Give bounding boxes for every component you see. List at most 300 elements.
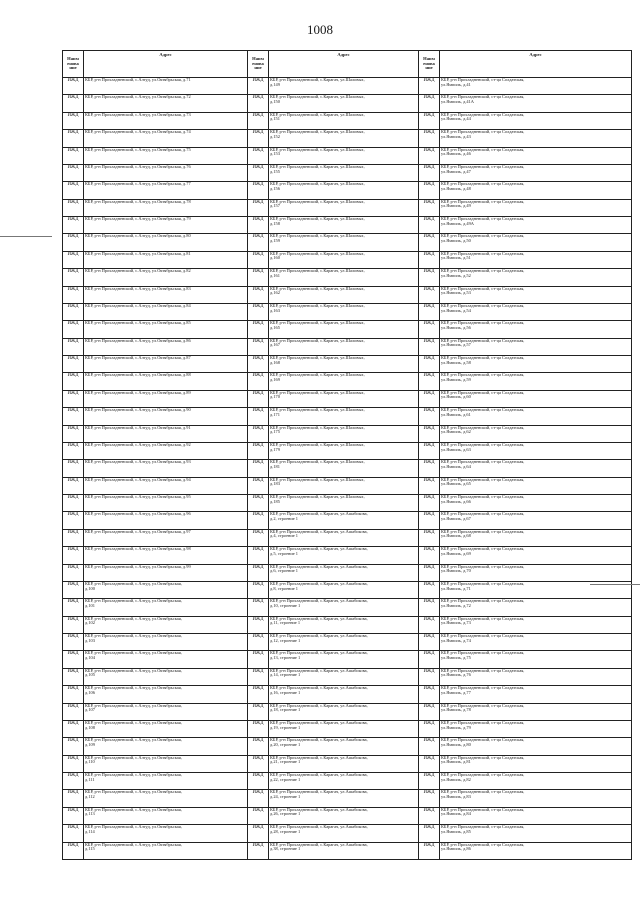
address-line: КБР, р-н Прохладненский, ст-ца Солдатская, [441, 668, 525, 673]
address-line: КБР, р-н Прохладненский, с.Алтуд, ул.Октябрьская, [85, 720, 182, 725]
address-cell [269, 773, 419, 790]
address-line: КБР, р-н Прохладненский, ст-ца Солдатская, [441, 720, 525, 725]
address-line: КБР, р-н Прохладненский, с.Алтуд, ул.Октябрьская, д.88 [85, 372, 191, 378]
type-column-header: Наим енова ние [63, 51, 84, 78]
address-line: КБР, р-н Прохладненский, ст-ца Солдатская, [441, 494, 525, 499]
address-line: КБР, р-н Прохладненский, ст-ца Солдатская, [441, 650, 525, 656]
object-type-cell: ИЖД [419, 303, 440, 320]
address-cell [440, 442, 632, 459]
object-type-cell: ИЖД [419, 790, 440, 807]
object-type-cell: ИЖД [63, 599, 84, 616]
address-line: КБР, р-н Прохладненский, ст-ца Солдатская, [441, 199, 525, 204]
object-type-cell: ИЖД [419, 251, 440, 268]
address-line: ул.Ямпиль, д.61 [441, 411, 471, 417]
address-cell [84, 199, 248, 216]
address-line: д.170 [270, 394, 280, 400]
object-type-cell: ИЖД [419, 442, 440, 459]
address-line: КБР, р-н Прохладненский, с.Карагач, ул.Ашабокова, [270, 807, 368, 812]
address-cell [440, 217, 632, 234]
table-row [63, 651, 632, 668]
address-line: КБР, р-н Прохладненский, с.Карагач, ул.Шаловых, [270, 112, 365, 117]
address-line: КБР, р-н Прохладненский, с.Алтуд, ул.Октябрьская, [85, 737, 182, 743]
object-type-cell: ИЖД [248, 825, 269, 842]
address-cell [269, 755, 419, 772]
address-line: д.161 [270, 272, 280, 278]
address-cell [269, 703, 419, 720]
address-cell [269, 477, 419, 494]
object-type-cell: ИЖД [419, 599, 440, 616]
address-line: КБР, р-н Прохладненский, с.Алтуд, ул.Октябрьская, д.83 [85, 286, 191, 291]
object-type-cell: ИЖД [63, 373, 84, 390]
address-cell [440, 147, 632, 164]
address-line: КБР, р-н Прохладненский, ст-ца Солдатская, [441, 147, 525, 152]
address-line: д.14, строение 1 [270, 672, 301, 678]
address-cell [84, 269, 248, 286]
address-line: д.181 [270, 463, 280, 469]
address-line: д.169 [270, 377, 280, 382]
table-row [63, 634, 632, 651]
object-type-cell: ИЖД [63, 547, 84, 564]
table-row [63, 425, 632, 442]
address-cell [84, 321, 248, 338]
address-cell [269, 269, 419, 286]
address-cell [269, 217, 419, 234]
address-line: КБР, р-н Прохладненский, с.Карагач, ул.Ашабокова, [270, 650, 368, 656]
address-line: КБР, р-н Прохладненский, с.Алтуд, ул.Октябрьская, [85, 633, 182, 638]
table-row [63, 78, 632, 95]
address-cell [269, 199, 419, 216]
object-type-cell: ИЖД [419, 512, 440, 529]
address-line: ул.Ямпиль, д.52 [441, 272, 471, 278]
address-line: КБР, р-н Прохладненский, с.Карагач, ул.Шаловых, [270, 77, 365, 82]
object-type-cell: ИЖД [419, 286, 440, 303]
address-line: д.163 [270, 307, 280, 313]
address-register-table [62, 50, 632, 860]
address-line: д.152 [270, 133, 280, 139]
object-type-cell: ИЖД [248, 564, 269, 581]
address-line: ул.Ямпиль, д.66 [441, 498, 471, 504]
address-cell [269, 356, 419, 373]
table-row [63, 564, 632, 581]
address-cell [440, 512, 632, 529]
address-line: КБР, р-н Прохладненский, с.Карагач, ул.Ашабокова, [270, 824, 368, 830]
address-line: д.156 [270, 185, 280, 191]
object-type-cell: ИЖД [248, 95, 269, 112]
address-line: ул.Ямпиль, д.79 [441, 724, 471, 730]
address-line: КБР, р-н Прохладненский, с.Карагач, ул.Шаловых, [270, 268, 365, 274]
object-type-cell: ИЖД [248, 720, 269, 737]
address-cell [440, 842, 632, 860]
address-line: ул.Ямпиль, д.70 [441, 568, 471, 574]
address-line: КБР, р-н Прохладненский, с.Карагач, ул.Шаловых, [270, 355, 365, 360]
address-cell [269, 738, 419, 755]
object-type-cell: ИЖД [419, 356, 440, 373]
address-line: д.113 [85, 811, 95, 817]
address-line: ул.Ямпиль, д.78 [441, 707, 471, 713]
address-line: КБР, р-н Прохладненский, с.Карагач, ул.Шаловых, [270, 338, 365, 343]
address-line: д.158 [270, 220, 280, 226]
address-line: ул.Ямпиль, д.71 [441, 585, 471, 591]
address-cell [269, 390, 419, 407]
address-cell [269, 303, 419, 320]
table-row [63, 755, 632, 772]
address-line: КБР, р-н Прохладненский, ст-ца Солдатская, [441, 407, 525, 413]
address-line: ул.Ямпиль, д.69 [441, 550, 471, 556]
object-type-cell: ИЖД [248, 373, 269, 390]
address-line: КБР, р-н Прохладненский, с.Алтуд, ул.Октябрьская, д.82 [85, 268, 191, 274]
table-row [63, 599, 632, 616]
address-cell [84, 373, 248, 390]
address-line: КБР, р-н Прохладненский, с.Карагач, ул.Ашабокова, [270, 755, 368, 760]
object-type-cell: ИЖД [63, 790, 84, 807]
object-type-cell: ИЖД [419, 529, 440, 546]
address-cell [269, 78, 419, 95]
address-line: д.167 [270, 342, 280, 348]
object-type-cell: ИЖД [419, 755, 440, 772]
address-line: КБР, р-н Прохладненский, с.Карагач, ул.Шаловых, [270, 181, 365, 187]
address-line: КБР, р-н Прохладненский, ст-ца Солдатская, [441, 842, 525, 847]
object-type-cell: ИЖД [248, 321, 269, 338]
address-cell [269, 512, 419, 529]
address-line: д.12, строение 1 [270, 637, 301, 643]
address-cell [84, 651, 248, 668]
address-line: КБР, р-н Прохладненский, ст-ца Солдатская, [441, 425, 525, 430]
object-type-cell: ИЖД [248, 703, 269, 720]
address-cell [440, 286, 632, 303]
object-type-cell: ИЖД [63, 703, 84, 720]
address-cell [440, 251, 632, 268]
address-line: КБР, р-н Прохладненский, с.Карагач, ул.Ашабокова, [270, 668, 368, 673]
table-row [63, 738, 632, 755]
address-cell [269, 825, 419, 842]
address-line: ул.Ямпиль, д.85 [441, 828, 471, 834]
object-type-cell: ИЖД [419, 634, 440, 651]
address-line: КБР, р-н Прохладненский, с.Карагач, ул.Шаловых, [270, 407, 365, 413]
address-line: ул.Ямпиль, д.51 [441, 255, 471, 261]
address-line: д.185 [270, 498, 280, 504]
address-cell [84, 738, 248, 755]
address-cell [84, 755, 248, 772]
address-line: КБР, р-н Прохладненский, ст-ца Солдатская, [441, 824, 525, 830]
address-line: КБР, р-н Прохладненский, ст-ца Солдатская, [441, 233, 525, 239]
address-line: КБР, р-н Прохладненский, с.Карагач, ул.Шаловых, [270, 459, 365, 465]
address-line: КБР, р-н Прохладненский, с.Карагач, ул.Ашабокова, [270, 529, 368, 534]
address-cell [440, 703, 632, 720]
address-cell [440, 338, 632, 355]
address-cell [269, 408, 419, 425]
object-type-cell: ИЖД [248, 651, 269, 668]
address-line: ул.Ямпиль, д.74 [441, 637, 471, 643]
address-line: д.19, строение 1 [270, 724, 301, 730]
object-type-cell: ИЖД [63, 390, 84, 407]
address-line: КБР, р-н Прохладненский, с.Алтуд, ул.Октябрьская, д.78 [85, 199, 191, 204]
address-line: КБР, р-н Прохладненский, с.Алтуд, ул.Октябрьская, д.76 [85, 164, 191, 169]
address-line: ул.Ямпиль, д.41 [441, 81, 471, 87]
address-cell [440, 720, 632, 737]
address-line: КБР, р-н Прохладненский, ст-ца Солдатская, [441, 77, 525, 82]
address-cell [440, 269, 632, 286]
address-line: КБР, р-н Прохладненский, с.Алтуд, ул.Октябрьская, д.75 [85, 147, 191, 152]
address-line: д.175 [270, 429, 280, 435]
address-line: д.159 [270, 238, 280, 243]
address-line: КБР, р-н Прохладненский, с.Алтуд, ул.Октябрьская, [85, 824, 182, 830]
page-number: 1008 [307, 22, 333, 37]
object-type-cell: ИЖД [63, 686, 84, 703]
address-line: КБР, р-н Прохладненский, ст-ца Солдатская, [441, 286, 525, 291]
address-cell [84, 460, 248, 477]
address-cell [269, 321, 419, 338]
address-cell [269, 234, 419, 251]
address-line: КБР, р-н Прохладненский, с.Карагач, ул.Шаловых, [270, 216, 365, 221]
address-line: д.106 [85, 689, 95, 695]
object-type-cell: ИЖД [63, 634, 84, 651]
object-type-cell: ИЖД [248, 269, 269, 286]
address-line: д.112 [85, 794, 95, 799]
address-line: КБР, р-н Прохладненский, с.Карагач, ул.Ашабокова, [270, 720, 368, 725]
address-cell [269, 112, 419, 129]
object-type-cell: ИЖД [63, 773, 84, 790]
address-line: КБР, р-н Прохладненский, с.Карагач, ул.Шаловых, [270, 251, 365, 256]
address-column-header: Адрес [440, 51, 632, 78]
address-line: КБР, р-н Прохладненский, с.Карагач, ул.Ашабокова, [270, 511, 368, 517]
object-type-cell: ИЖД [419, 460, 440, 477]
address-line: д.114 [85, 828, 95, 834]
address-line: ул.Ямпиль, д.54 [441, 307, 471, 313]
address-cell [84, 147, 248, 164]
type-column-header: Наим енова ние [248, 51, 269, 78]
address-line: КБР, р-н Прохладненский, с.Алтуд, ул.Октябрьская, д.73 [85, 112, 191, 117]
address-cell [440, 234, 632, 251]
address-line: КБР, р-н Прохладненский, с.Алтуд, ул.Октябрьская, [85, 755, 182, 760]
object-type-cell: ИЖД [248, 599, 269, 616]
address-cell [269, 147, 419, 164]
address-line: д.21, строение 1 [270, 759, 301, 765]
table-row [63, 390, 632, 407]
address-line: д.13, строение 1 [270, 655, 301, 660]
address-line: КБР, р-н Прохладненский, с.Карагач, ул.Шаловых, [270, 199, 365, 204]
address-line: д.28, строение 1 [270, 828, 301, 834]
address-line: д.4, строение 1 [270, 533, 298, 539]
address-line: КБР, р-н Прохладненский, с.Карагач, ул.Ашабокова, [270, 685, 368, 691]
address-line: КБР, р-н Прохладненский, ст-ца Солдатская, [441, 703, 525, 708]
address-line: д.6, строение 1 [270, 568, 298, 574]
address-line: КБР, р-н Прохладненский, с.Алтуд, ул.Октябрьская, д.93 [85, 459, 191, 465]
address-cell [440, 616, 632, 633]
address-cell [84, 477, 248, 494]
table-row [63, 286, 632, 303]
table-row [63, 95, 632, 112]
object-type-cell: ИЖД [248, 755, 269, 772]
address-cell [269, 842, 419, 860]
object-type-cell: ИЖД [63, 720, 84, 737]
address-line: д.20, строение 1 [270, 741, 301, 747]
address-line: д.102 [85, 620, 95, 626]
address-line: КБР, р-н Прохладненский, ст-ца Солдатская, [441, 164, 525, 169]
address-cell [440, 130, 632, 147]
address-line: КБР, р-н Прохладненский, с.Алтуд, ул.Октябрьская, [85, 616, 182, 621]
address-cell [84, 303, 248, 320]
address-line: КБР, р-н Прохладненский, с.Карагач, ул.Шаловых, [270, 442, 365, 447]
object-type-cell: ИЖД [63, 564, 84, 581]
table-row [63, 581, 632, 598]
address-cell [84, 182, 248, 199]
address-line: КБР, р-н Прохладненский, с.Алтуд, ул.Октябрьская, д.77 [85, 181, 191, 187]
address-line: КБР, р-н Прохладненский, ст-ца Солдатская, [441, 807, 525, 812]
address-line: КБР, р-н Прохладненский, ст-ца Солдатская, [441, 355, 525, 360]
address-line: КБР, р-н Прохладненский, ст-ца Солдатская, [441, 320, 525, 326]
table-row [63, 356, 632, 373]
address-line: ул.Ямпиль, д.67 [441, 516, 471, 521]
object-type-cell: ИЖД [419, 668, 440, 685]
address-line: КБР, р-н Прохладненский, с.Алтуд, ул.Октябрьская, д.94 [85, 477, 191, 482]
address-cell [84, 130, 248, 147]
address-cell [269, 442, 419, 459]
table-row [63, 373, 632, 390]
object-type-cell: ИЖД [248, 356, 269, 373]
address-cell [84, 408, 248, 425]
address-line: д.157 [270, 203, 280, 209]
address-line: ул.Ямпиль, д.80 [441, 741, 471, 747]
address-cell [440, 460, 632, 477]
table-row [63, 321, 632, 338]
object-type-cell: ИЖД [248, 634, 269, 651]
address-cell [440, 373, 632, 390]
address-line: д.101 [85, 602, 95, 608]
object-type-cell: ИЖД [419, 651, 440, 668]
object-type-cell: ИЖД [419, 825, 440, 842]
address-cell [440, 651, 632, 668]
address-line: ул.Ямпиль, д.58 [441, 359, 471, 365]
object-type-cell: ИЖД [63, 112, 84, 129]
table-row [63, 234, 632, 251]
object-type-cell: ИЖД [248, 790, 269, 807]
object-type-cell: ИЖД [419, 321, 440, 338]
object-type-cell: ИЖД [63, 651, 84, 668]
object-type-cell: ИЖД [248, 529, 269, 546]
address-cell [84, 599, 248, 616]
address-line: КБР, р-н Прохладненский, с.Алтуд, ул.Октябрьская, д.72 [85, 94, 191, 100]
object-type-cell: ИЖД [63, 842, 84, 860]
address-line: КБР, р-н Прохладненский, с.Карагач, ул.Шаловых, [270, 164, 365, 169]
address-line: КБР, р-н Прохладненский, с.Карагач, ул.Шаловых, [270, 390, 365, 395]
object-type-cell: ИЖД [248, 112, 269, 129]
address-cell [440, 95, 632, 112]
address-line: КБР, р-н Прохладненский, ст-ца Солдатская, [441, 94, 525, 100]
address-line: КБР, р-н Прохладненский, с.Карагач, ул.Шаловых, [270, 286, 365, 291]
address-line: д.160 [270, 255, 280, 261]
address-line: КБР, р-н Прохладненский, с.Карагач, ул.Ашабокова, [270, 772, 368, 777]
object-type-cell: ИЖД [248, 182, 269, 199]
address-line: ул.Ямпиль, д.75 [441, 655, 471, 660]
object-type-cell: ИЖД [419, 425, 440, 442]
object-type-cell: ИЖД [63, 95, 84, 112]
address-line: КБР, р-н Прохладненский, с.Алтуд, ул.Октябрьская, д.81 [85, 251, 191, 256]
address-cell [440, 738, 632, 755]
object-type-cell: ИЖД [419, 581, 440, 598]
address-cell [84, 356, 248, 373]
object-type-cell: ИЖД [419, 130, 440, 147]
address-cell [269, 95, 419, 112]
type-column-header: Наим енова ние [419, 51, 440, 78]
address-line: ул.Ямпиль, д.63 [441, 446, 471, 452]
table-row [63, 182, 632, 199]
address-line: КБР, р-н Прохладненский, с.Алтуд, ул.Октябрьская, д.90 [85, 407, 191, 413]
address-line: КБР, р-н Прохладненский, с.Алтуд, ул.Октябрьская, д.95 [85, 494, 191, 499]
address-cell [440, 164, 632, 181]
object-type-cell: ИЖД [419, 199, 440, 216]
object-type-cell: ИЖД [63, 303, 84, 320]
table-row [63, 529, 632, 546]
address-line: КБР, р-н Прохладненский, ст-ца Солдатская, [441, 459, 525, 465]
address-cell [440, 303, 632, 320]
address-line: КБР, р-н Прохладненский, с.Алтуд, ул.Октябрьская, д.87 [85, 355, 191, 360]
address-line: КБР, р-н Прохладненский, с.Карагач, ул.Шаловых, [270, 425, 365, 430]
address-line: ул.Ямпиль, д.56 [441, 324, 471, 330]
object-type-cell: ИЖД [63, 234, 84, 251]
address-cell [84, 825, 248, 842]
table-row [63, 825, 632, 842]
address-cell [84, 217, 248, 234]
address-line: КБР, р-н Прохладненский, с.Алтуд, ул.Октябрьская, [85, 703, 182, 708]
address-line: ул.Ямпиль, д.68 [441, 533, 471, 539]
address-line: КБР, р-н Прохладненский, ст-ца Солдатская, [441, 181, 525, 187]
address-cell [269, 164, 419, 181]
address-line: КБР, р-н Прохладненский, с.Алтуд, ул.Октябрьская, д.74 [85, 129, 191, 135]
address-line: д.153 [270, 151, 280, 157]
address-cell [440, 182, 632, 199]
address-line: КБР, р-н Прохладненский, с.Алтуд, ул.Октябрьская, д.91 [85, 425, 191, 430]
address-line: КБР, р-н Прохладненский, с.Карагач, ул.Ашабокова, [270, 842, 368, 847]
object-type-cell: ИЖД [63, 425, 84, 442]
table-row [63, 703, 632, 720]
object-type-cell: ИЖД [63, 408, 84, 425]
object-type-cell: ИЖД [248, 234, 269, 251]
address-column-header: Адрес [269, 51, 419, 78]
address-line: д.26, строение 1 [270, 811, 301, 817]
address-line: ул.Ямпиль, д.48 [441, 185, 471, 191]
address-cell [440, 78, 632, 95]
address-line: КБР, р-н Прохладненский, с.Алтуд, ул.Октябрьская, [85, 685, 182, 691]
address-line: д.168 [270, 359, 280, 365]
address-line: КБР, р-н Прохладненский, ст-ца Солдатская, [441, 529, 525, 534]
object-type-cell: ИЖД [419, 338, 440, 355]
address-line: КБР, р-н Прохладненский, с.Алтуд, ул.Октябрьская, [85, 598, 182, 604]
address-line: КБР, р-н Прохладненский, ст-ца Солдатская, [441, 477, 525, 482]
object-type-cell: ИЖД [248, 303, 269, 320]
table-row [63, 512, 632, 529]
address-cell [84, 495, 248, 512]
address-line: ул.Ямпиль, д.41А [441, 99, 474, 104]
object-type-cell: ИЖД [248, 408, 269, 425]
address-cell [269, 564, 419, 581]
address-line: д.10, строение 1 [270, 602, 301, 608]
object-type-cell: ИЖД [248, 338, 269, 355]
object-type-cell: ИЖД [248, 442, 269, 459]
address-cell [84, 703, 248, 720]
address-line: д.18, строение 1 [270, 707, 301, 713]
address-cell [84, 564, 248, 581]
address-cell [440, 408, 632, 425]
address-line: КБР, р-н Прохладненский, с.Алтуд, ул.Октябрьская, д.89 [85, 390, 191, 395]
address-line: д.24, строение 1 [270, 794, 301, 799]
address-cell [269, 668, 419, 685]
address-cell [84, 790, 248, 807]
object-type-cell: ИЖД [63, 512, 84, 529]
address-line: КБР, р-н Прохладненский, с.Алтуд, ул.Октябрьская, [85, 650, 182, 656]
table-row [63, 112, 632, 129]
address-line: ул.Ямпиль, д.82 [441, 776, 471, 782]
object-type-cell: ИЖД [419, 477, 440, 494]
